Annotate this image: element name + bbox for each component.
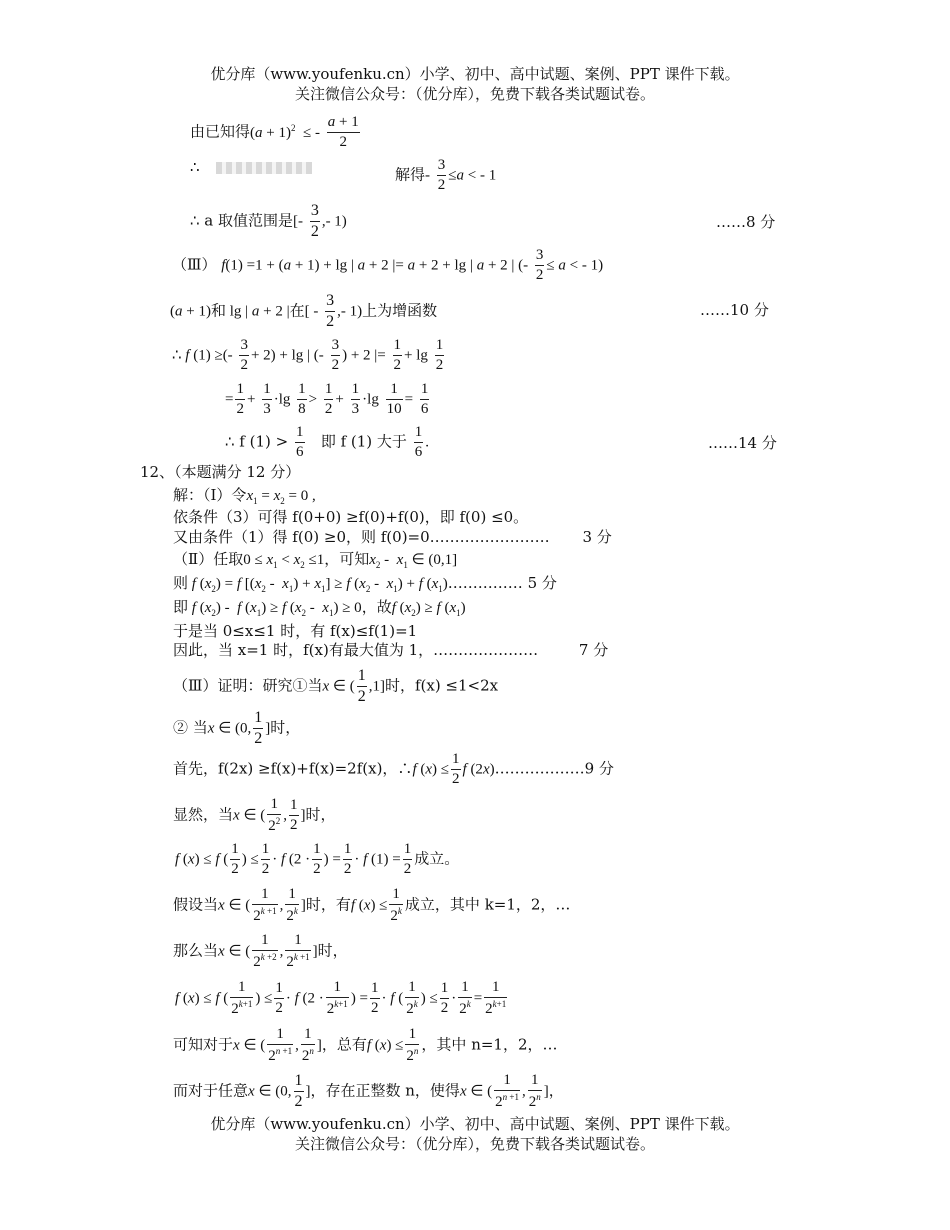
known-prefix: 由已知得: [190, 122, 251, 141]
q12-line-13: f (x) ≤ f ( $\frac{1}{2}$ ) ≤ $\frac{1}{2}$ · f (2 · $\frac{1}{2}$ ) = $\frac{1}{2}$ · f (1) = $\frac{1}{2}$ 成立。: [175, 841, 460, 877]
q12-line-16: f (x) ≤ f ( $\frac{1}{2^{k+1}}$ ) ≤ $\frac{1}{2}$ · f (2 · $\frac{1}{2^{k+1}}$ ) = $\frac{1}{2}$ · f ( $\frac{1}{2^k}$ ) ≤ $\frac{1}{2}$ · $\frac{1}{2^k}$ = $\frac{1}{2^{k+1}}$: [175, 979, 507, 1017]
q12-l4b-text: ，可知: [324, 550, 370, 568]
q12-line-5: 则 f $(x_2) = f$ $[(x_2 - x_1) + x_1] \ge f$ $(x_2 - x_1) + f$ $(x_1)\dots\dots\dots\dots\dots$ 5 分: [173, 574, 557, 594]
q12-l8-text: 因此，当 x=1 时，f(x)有最大值为 1，…………………: [173, 641, 539, 659]
q12-line-8: [173, 643, 608, 658]
therefore-symbol: ∴: [190, 158, 200, 176]
q12-l14a-text: 假设当: [173, 895, 219, 914]
q12-line-17: 可知对于x ∈ ( $\frac{1}{2^{n +1}}$ , $\frac{1}{2^n}$ ]，总有f (x) ≤ $\frac{1}{2^n}$ ，其中 n=1，2，…: [173, 1026, 558, 1064]
score-10: ……10 分: [700, 301, 769, 319]
q12-l10a-text: ② 当: [173, 718, 208, 737]
q12-l15a-text: 那么当: [173, 941, 219, 960]
q12-l18c-text: ，: [548, 1081, 564, 1100]
q12-l4-text: （Ⅱ）任取: [173, 550, 244, 568]
q12-l9b-text: 时，f(x) ≤1<2x: [384, 676, 499, 695]
part3-line-3: ∴ f (1) ≥(- $\frac{3}{2}$ + 2) + lg | (- $\frac{3}{2}$ ) + 2 |= $\frac{1}{2}$ + lg $\frac{1}{2}$: [172, 337, 444, 373]
increasing-text: 在: [289, 301, 305, 320]
q12-l14b-text: 时，有: [305, 895, 351, 914]
q12-l14c-text: 成立，其中 k=1，2，…: [404, 895, 571, 914]
footer-line-2: 关注微信公众号：（优分库），免费下载各类试题试卷。: [294, 1135, 655, 1153]
q12-score-3: 3 分: [582, 528, 612, 546]
header-line-2: 关注微信公众号：（优分库），免费下载各类试题试卷。: [294, 85, 655, 103]
blurred-formula: [216, 162, 312, 174]
q12-l17b-text: ，总有: [321, 1035, 367, 1054]
q12-title: 12、（本题满分 12 分）: [140, 463, 301, 481]
q12-line-2: 依条件（3）可得 f(0+0) ≥f(0)+f(0)，即 f(0) ≤0。: [173, 508, 529, 526]
q12-l6b-text: ，故: [361, 598, 392, 616]
solve-line: [190, 160, 312, 175]
known-line: 由已知得$(a + 1)^2$ ≤ - $\frac{a + 1}{2}$: [190, 114, 359, 150]
q12-line-14: 假设当x ∈ ( $\frac{1}{2^{k +1}}$ , $\frac{1}{2^k}$ ]时，有f (x) ≤ $\frac{1}{2^k}$ 成立，其中 k=1，2，…: [173, 886, 571, 924]
q12-line-18: 而对于任意x ∈ (0, $\frac{1}{2}$ ]，存在正整数 n，使得x ∈ ( $\frac{1}{2^{n +1}}$ , $\frac{1}{2^n}$ ]，: [173, 1072, 564, 1110]
part3-label: （Ⅲ）: [172, 255, 217, 274]
q12-line-3: [173, 530, 612, 545]
q12-l17a-text: 可知对于: [173, 1035, 234, 1054]
part3-line-1: （Ⅲ） f(1) =1 + (a + 1) + lg | a + 2 |= a + 2 + lg | a + 2 | (- $\frac{3}{2}$ ≤ a < - 1): [172, 247, 604, 283]
q12-l9a-text: （Ⅲ）证明：研究①当: [173, 676, 323, 695]
range-line: ∴ a 取值范围是[- $\frac{3}{2}$ ,- 1): [190, 202, 347, 240]
q12-line-4: （Ⅱ）任取$0 \le x_1 < x_2 \le 1$，可知$x_2 - x_1$ ∈ (0,1]: [173, 550, 458, 570]
range-text: ∴ a 取值范围是: [190, 211, 294, 230]
q12-line-11: 首先，f(2x) ≥f(x)+f(x)=2f(x)，∴f (x) ≤ $\frac{1}{2}$ f (2x)………………9 分: [173, 751, 614, 787]
header-line-1: 优分库（www.youfenku.cn）小学、初中、高中试题、案例、PPT 课件下载。: [210, 65, 740, 83]
solve-result: 解得- $\frac{3}{2}$ ≤a < - 1: [395, 157, 497, 193]
q12-l18a-text: 而对于任意: [173, 1081, 249, 1100]
score-8: ……8 分: [716, 213, 776, 231]
conclusion-b: 即 f (1) 大于: [320, 432, 407, 451]
q12-score-5: …………… 5 分: [447, 574, 557, 592]
q12-l11a-text: 首先，f(2x) ≥f(x)+f(x)=2f(x)，∴: [173, 759, 413, 778]
q12-line-9: （Ⅲ）证明：研究①当x ∈ ( $\frac{1}{2}$ ,1]时，f(x) ≤1<2x: [173, 667, 499, 705]
q12-l17c-text: ，其中 n=1，2，…: [421, 1035, 558, 1054]
q12-line-12: 显然，当x ∈ ( $\frac{1}{2^2}$ , $\frac{1}{2}$ ]时，: [173, 796, 336, 834]
q12-l12b-text: 时，: [305, 805, 336, 824]
score-14: ……14 分: [708, 434, 777, 452]
q12-line-7: 于是当 0≤x≤1 时，有 f(x)≤f(1)=1: [173, 622, 418, 640]
q12-l10b-text: 时，: [270, 718, 301, 737]
q12-l1-text: 解：（Ⅰ）令: [173, 486, 247, 504]
solve-label: 解得: [395, 165, 426, 184]
q12-l13b-text: 成立。: [414, 849, 460, 868]
part3-line-4: = $\frac{1}{2}$ + $\frac{1}{3}$ ·lg $\frac{1}{8}$ > $\frac{1}{2}$ + $\frac{1}{3}$ ·lg $\frac{1}{10}$ = $\frac{1}{6}$: [225, 381, 429, 417]
q12-line-15: 那么当x ∈ ( $\frac{1}{2^{k +2}}$ , $\frac{1}{2^{k +1}}$ ]时，: [173, 932, 348, 970]
q12-l6a-text: 即: [173, 598, 189, 616]
q12-line-10: ② 当x ∈ (0, $\frac{1}{2}$ ]时，: [173, 709, 301, 747]
q12-l12a-text: 显然，当: [173, 805, 234, 824]
footer-line-1: 优分库（www.youfenku.cn）小学、初中、高中试题、案例、PPT 课件下载。: [210, 1115, 740, 1133]
q12-l15b-text: 时，: [317, 941, 348, 960]
q12-score-7: 7 分: [578, 641, 609, 659]
q12-line-6: 即 f $(x_2)$ - f $(x_1) \ge f$ $(x_2 - x_1) \ge 0$，故f $(x_2) \ge f$ $(x_1)$: [173, 598, 466, 618]
part3-line-5: ∴ f (1) > $\frac{1}{6}$ 即 f (1) 大于 $\frac{1}{6}$ .: [225, 424, 429, 460]
q12-line-1: 解：（Ⅰ）令$x_1 = x_2 = 0$ ,: [173, 486, 316, 506]
q12-l18b-text: ，存在正整数 n，使得: [310, 1081, 460, 1100]
increasing-suffix: 上为增函数: [362, 301, 438, 320]
q12-score-9: ………………9 分: [494, 759, 614, 778]
conclusion-a: ∴ f (1) >: [225, 432, 289, 451]
q12-l3-text: 又由条件（1）得 f(0) ≥0，则 f(0)=0……………………: [173, 528, 550, 546]
part3-line-2: (a + 1)和 lg | a + 2 |在[ - $\frac{3}{2}$ ,- 1)上为增函数: [170, 292, 438, 330]
